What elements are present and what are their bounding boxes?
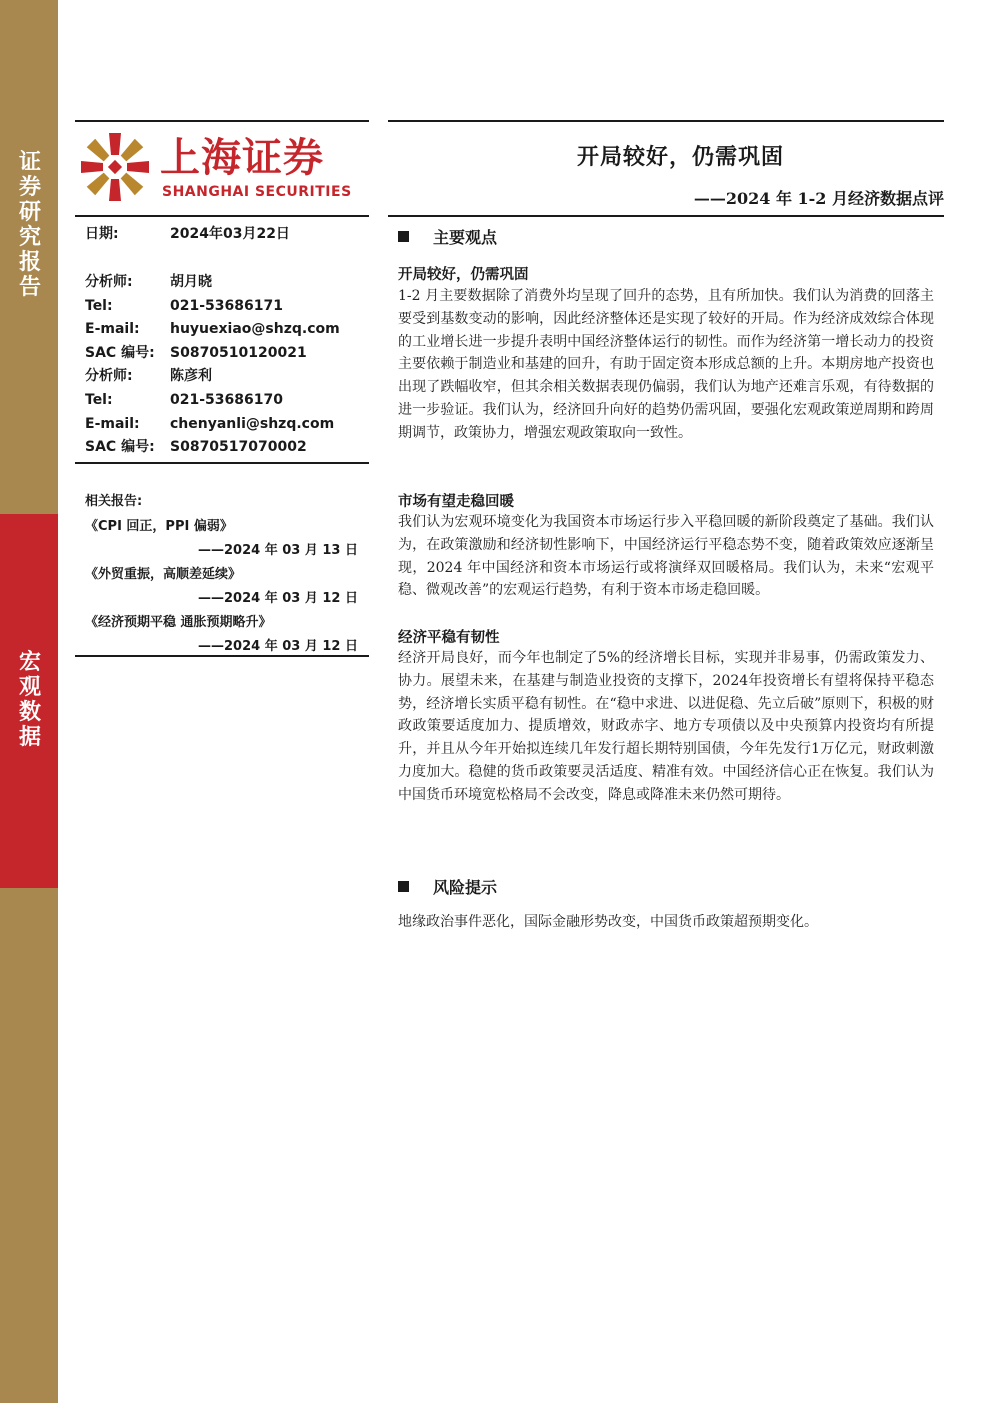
square-bullet-icon <box>398 231 409 242</box>
related-reports-heading: 相关报告: <box>85 494 143 509</box>
related-report-date: ——2024 年 03 月 13 日 <box>198 543 358 558</box>
analyst-name: 陈彦利 <box>170 368 212 385</box>
analyst-name: 胡月晓 <box>170 274 212 290</box>
report-title: 开局较好，仍需巩固 <box>576 144 784 170</box>
email-label: E-mail: <box>85 415 140 432</box>
sac-label: SAC 编号: <box>85 344 155 361</box>
divider <box>388 120 944 122</box>
divider <box>75 120 369 122</box>
email-value[interactable]: chenyanli@shzq.com <box>170 415 335 432</box>
related-report-date: ——2024 年 03 月 12 日 <box>198 639 358 654</box>
tel-label: Tel: <box>85 391 113 408</box>
divider <box>75 215 369 217</box>
logo-name-cn: 上海证券 <box>160 135 324 181</box>
date-value: 2024年03月22日 <box>170 226 290 242</box>
sac-label: SAC 编号: <box>85 439 155 456</box>
divider <box>388 215 944 217</box>
analyst-name-label: 分析师: <box>85 368 133 385</box>
sac-value: S0870517070002 <box>170 439 307 456</box>
divider <box>75 462 369 464</box>
paragraph: 经济开局良好，而今年也制定了5%的经济增长目标，实现并非易事，仍需政策发力、协力。展望未来，在基建与制造业投资的支撑下，2024年投资增长有望将保持平稳态势，经济增长实质平稳有韧性。在“稳中求进、以进促稳、先立后破”原则下，积极的财政政策要适度加力、提质增效，财政赤字、地方专项债以及中央预算内投资均有所提升，并且从今年开始拟连续几年发行超长期特别国债，今年先发行1万亿元，财政刺激力度加大。稳健的货币政策要灵活适度、精准有效。中国经济信心正在恢复。我们认为中国货币环境宽松格局不会改变，降息或降准未来仍然可期待。 <box>398 650 934 803</box>
related-reports <box>85 490 360 659</box>
paragraph: 我们认为宏观环境变化为我国资本市场运行步入平稳回暖的新阶段奠定了基础。我们认为，在政策激励和经济韧性影响下，中国经济运行平稳态势不变，随着政策效应逐渐呈现，2024 年中国经济和资本市场运行或将演绎双回暖格局。我们认为，未来“宏观平稳、微观改善”的宏观运行趋势，有利于资本市场走稳回暖。 <box>398 514 934 599</box>
category-label: 宏观数据 <box>18 650 41 750</box>
section-heading-key-points <box>398 225 497 248</box>
date-row <box>85 223 290 247</box>
section-heading-text: 风险提示 <box>433 878 498 897</box>
related-report-link[interactable]: 《CPI 回正，PPI 偏弱》 <box>85 519 233 534</box>
tel-value: 021-53686171 <box>170 297 283 314</box>
report-info <box>85 223 290 247</box>
section-heading-text: 主要观点 <box>433 228 498 247</box>
email-value[interactable]: huyuexiao@shzq.com <box>170 321 340 338</box>
tel-value: 021-53686170 <box>170 391 283 408</box>
square-bullet-icon <box>398 881 409 892</box>
subheading: 开局较好，仍需巩固 <box>398 266 529 283</box>
company-logo-icon <box>80 132 150 202</box>
tel-label: Tel: <box>85 297 113 314</box>
analyst-name-label: 分析师: <box>85 274 133 290</box>
subheading: 市场有望走稳回暖 <box>398 493 514 510</box>
paragraph: 1-2 月主要数据除了消费外均呈现了回升的态势，且有所加快。我们认为消费的回落主要受到基数变动的影响，因此经济整体还是实现了较好的开局。作为经济成效综合体现的工业增长进一步提升表明中国经济整体运行的韧性。而作为经济第一增长动力的投资主要依赖于制造业和基建的回升，有助于固定资本形成总额的上升。本期房地产投资也出现了跌幅收窄，但其余相关数据表现仍偏弱，我们认为地产还难言乐观，有待数据的进一步验证。我们认为，经济回升向好的趋势仍需巩固，要强化宏观政策逆周期和跨周期调节，政策协力，增强宏观政策取向一致性。 <box>398 288 934 441</box>
email-label: E-mail: <box>85 321 140 338</box>
related-report-link[interactable]: 《外贸重振，高顺差延续》 <box>85 567 242 582</box>
related-report-date: ——2024 年 03 月 12 日 <box>198 591 358 606</box>
logo-name-en: SHANGHAI SECURITIES <box>162 184 352 200</box>
related-report-link[interactable]: 《经济预期平稳 通胀预期略升》 <box>85 615 272 630</box>
report-subtitle: ——2024 年 1-2 月经济数据点评 <box>693 189 944 208</box>
section-heading-risk <box>398 875 497 898</box>
date-label: 日期: <box>85 226 119 242</box>
paragraph: 地缘政治事件恶化，国际金融形势改变，中国货币政策超预期变化。 <box>398 914 818 930</box>
report-type-label: 证券研究报告 <box>18 150 41 300</box>
sac-value: S0870510120021 <box>170 344 307 361</box>
subheading: 经济平稳有韧性 <box>398 629 500 646</box>
analyst-1 <box>85 271 340 460</box>
